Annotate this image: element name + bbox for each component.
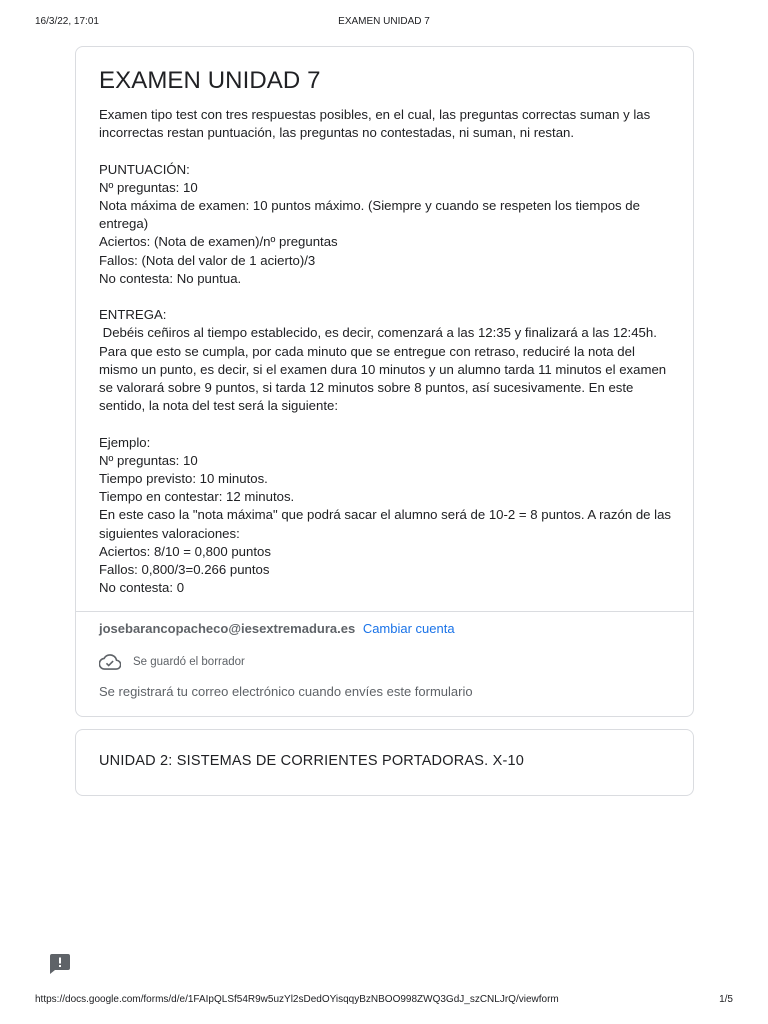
print-url: https://docs.google.com/forms/d/e/1FAIpQLSf54R9w5uzYl2sDedOYisqqyBzNBOO998ZWQ3GdJ_szCNLJrQ/viewform (35, 994, 559, 1005)
print-datetime: 16/3/22, 17:01 (35, 16, 99, 27)
form-description: Examen tipo test con tres respuestas posibles, en el cual, las preguntas correctas suman y las incorrectas restan puntuación, las preguntas no contestadas, ni suman, ni restan. PUNTUACIÓN: Nº preguntas: 10 Nota máxima de examen: 10 puntos máximo. (Siempre y cuando se respeten los tiempos de entrega) Aciertos: (Nota de examen)/nº preguntas Fallos: (Nota del valor de 1 acierto)/3 No contesta: No puntua. ENTREGA: Debéis ceñiros al tiempo establecido, es decir, comenzará a las 12:35 y finalizará a las 12:45h. Para que esto se cumpla, por cada minuto que se entregue con retraso, reduciré la nota del mismo un punto, es decir, si el examen dura 10 minutos y un alumno tarda 11 minutos el examen se valorará sobre 9 puntos, si tarda 12 minutos sobre 8 puntos, así sucesivamente. En este sentido, la nota del test será la siguiente: Ejemplo: Nº preguntas: 10 Tiempo previsto: 10 minutos. Tiempo en contestar: 12 minutos. En este caso la "nota máxima" que podrá sacar el alumno será de 10-2 = 8 puntos. A razón de las siguientes valoraciones: Aciertos: 8/10 = 0,800 puntos Fallos: 0,800/3=0.266 puntos No contesta: 0 (99, 107, 672, 596)
form-title: EXAMEN UNIDAD 7 (99, 67, 321, 94)
account-email: josebarancopacheco@iesextremadura.es (99, 621, 356, 636)
card-divider (76, 611, 693, 612)
switch-account-link[interactable]: Cambiar cuenta (362, 621, 455, 636)
draft-status-text: Se guardó el borrador (133, 656, 245, 668)
print-footer (35, 994, 733, 1008)
print-header (35, 16, 733, 30)
print-page-number: 1/5 (719, 994, 733, 1005)
draft-status (99, 652, 245, 672)
feedback-icon (48, 952, 72, 976)
section-card (75, 729, 694, 796)
feedback-button[interactable] (48, 952, 74, 976)
print-title: EXAMEN UNIDAD 7 (338, 16, 430, 27)
form-header-card (75, 46, 694, 717)
section-title: UNIDAD 2: SISTEMAS DE CORRIENTES PORTADORAS. X-10 (99, 753, 525, 769)
email-record-note: Se registrará tu correo electrónico cuando envíes este formulario (99, 684, 473, 699)
cloud-done-icon (99, 654, 121, 670)
account-row (99, 621, 455, 636)
